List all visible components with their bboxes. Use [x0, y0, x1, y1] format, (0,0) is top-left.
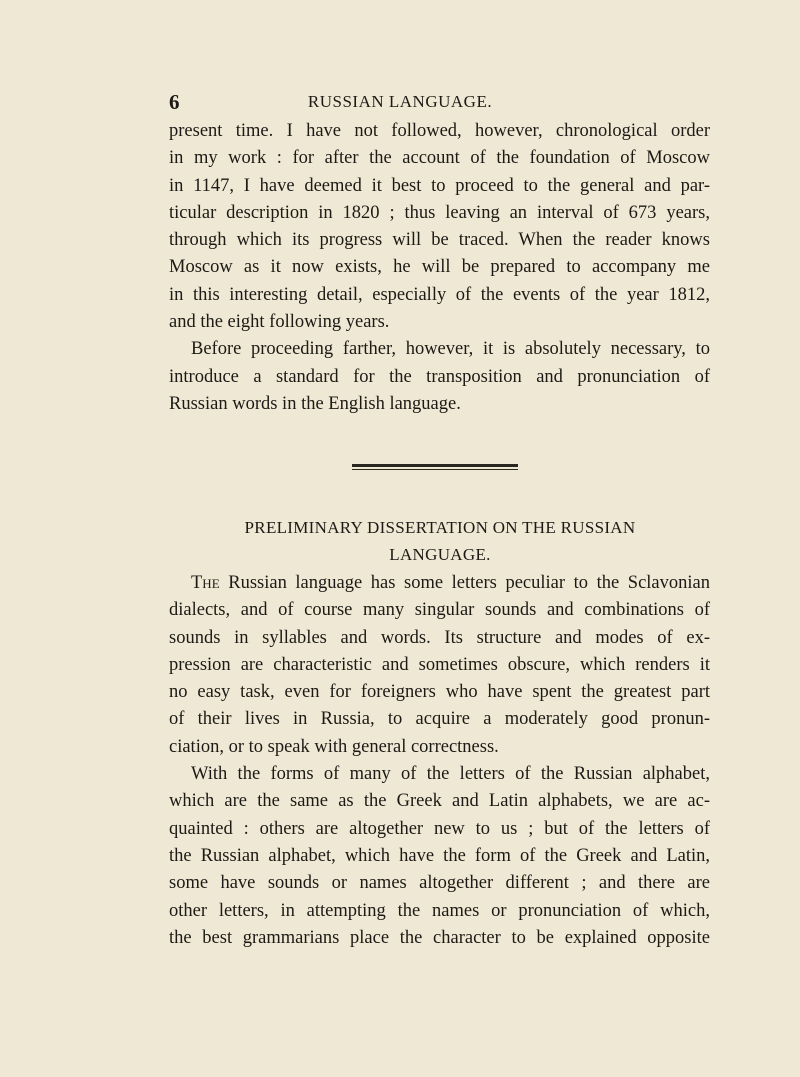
text-line: sounds in syllables and words. Its structure and modes of ex- [169, 627, 710, 648]
text-line: of their lives in Russia, to acquire a moderately good pronun- [169, 709, 710, 730]
intro-text [169, 118, 710, 418]
page-header [0, 90, 800, 118]
text-line: in this interesting detail, especially of the events of the year 1812, [169, 284, 710, 305]
text-line: which are the same as the Greek and Latin alphabets, we are ac- [169, 791, 710, 812]
section-heading-line: PRELIMINARY DISSERTATION ON THE RUSSIAN [244, 518, 636, 537]
text-line: Before proceeding farther, however, it is absolutely necessary, to [191, 339, 710, 360]
text-line: ciation, or to speak with general correctness. [169, 736, 499, 757]
text-line: the best grammarians place the character to be explained opposite [169, 927, 710, 948]
text-line: pression are characteristic and sometimes obscure, which renders it [169, 654, 710, 675]
section-divider-thin [352, 469, 518, 470]
text-line: no easy task, even for foreigners who have spent the greatest part [169, 682, 710, 703]
text-line: the Russian alphabet, which have the form of the Greek and Latin, [169, 845, 710, 866]
text-line: in 1147, I have deemed it best to proceed to the general and par- [169, 175, 710, 196]
text-line: and the eight following years. [169, 312, 390, 333]
text-line: ticular description in 1820 ; thus leaving an interval of 673 years, [169, 202, 710, 223]
text-fragment: Russian language has some letters peculiar to the Sclavonian [219, 573, 710, 593]
text-line: introduce a standard for the transposition and pronunciation of [169, 366, 710, 387]
text-line: present time. I have not followed, however, chronological order [169, 121, 710, 141]
section-heading-line: LANGUAGE. [389, 545, 491, 564]
drop-word: The [191, 573, 220, 593]
text-line [169, 570, 710, 597]
text-line: some have sounds or names altogether different ; and there are [169, 873, 710, 894]
text-line: With the forms of many of the letters of the Russian alphabet, [191, 764, 710, 785]
text-line: dialects, and of course many singular sounds and combinations of [169, 600, 710, 621]
text-line: Moscow as it now exists, he will be prepared to accompany me [169, 257, 710, 278]
text-line: through which its progress will be traced. When the reader knows [169, 230, 710, 251]
section-divider [352, 464, 518, 467]
text-line: other letters, in attempting the names or pronunciation of which, [169, 900, 710, 921]
section-heading [160, 514, 720, 568]
body-text [169, 570, 710, 952]
page-number: 6 [169, 90, 180, 114]
text-line: Russian words in the English language. [169, 393, 461, 414]
text-line: quainted : others are altogether new to us ; but of the letters of [169, 818, 710, 839]
running-head: RUSSIAN LANGUAGE. [307, 92, 493, 111]
text-line: in my work : for after the account of the foundation of Moscow [169, 148, 710, 169]
